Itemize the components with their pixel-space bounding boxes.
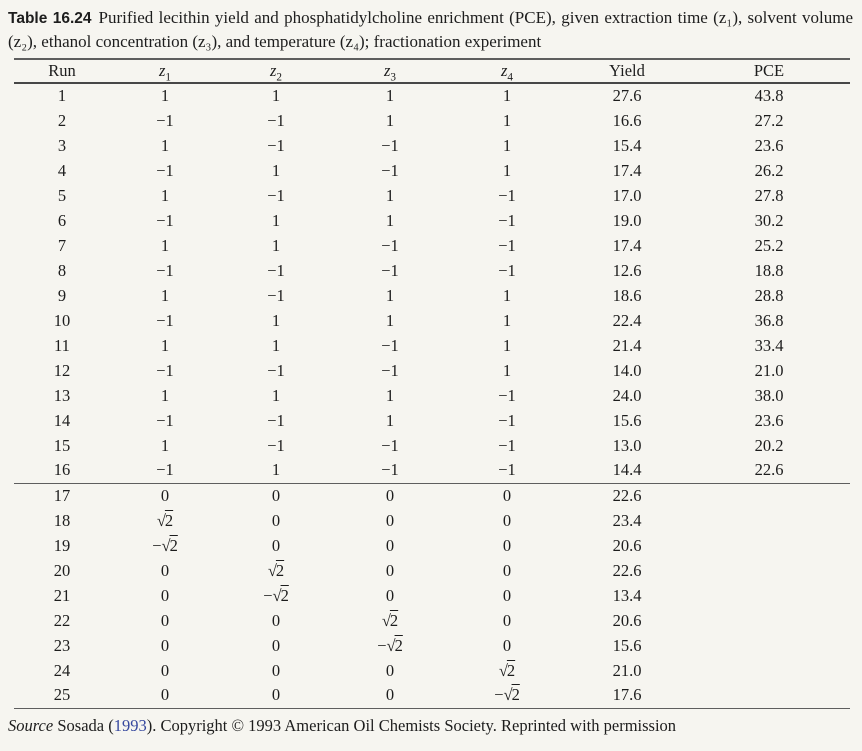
table-row	[14, 158, 850, 183]
cell-run: 8	[57, 260, 67, 280]
cell-z4: 1	[502, 160, 512, 180]
table-row	[14, 83, 850, 108]
source-citation-pre: Sosada (	[53, 715, 114, 735]
table-row	[14, 658, 850, 683]
cell-yield: 17.4	[612, 160, 642, 180]
cell-z1: √2	[156, 510, 174, 530]
cell-yield: 23.4	[612, 510, 642, 530]
table-row	[14, 108, 850, 133]
cell-z3: 0	[385, 660, 395, 680]
cell-pce	[688, 508, 850, 533]
cell-z3: 1	[385, 210, 395, 230]
cell-z4: √2	[498, 660, 516, 680]
cell-z3: −1	[381, 335, 399, 355]
cell-pce: 25.2	[754, 235, 784, 255]
cell-z1: 1	[160, 235, 170, 255]
cell-run: 4	[57, 160, 67, 180]
cell-z4: −1	[498, 410, 516, 430]
cell-z1: 1	[160, 285, 170, 305]
cell-z3: 1	[385, 185, 395, 205]
cell-z2: −1	[267, 410, 285, 430]
cell-z1: −1	[156, 210, 174, 230]
cell-pce	[688, 658, 850, 683]
cell-pce: 26.2	[754, 160, 784, 180]
cell-z1: 0	[160, 585, 170, 605]
cell-run: 13	[53, 385, 71, 405]
cell-z2: √2	[267, 560, 285, 580]
cell-z3: −1	[381, 160, 399, 180]
cell-yield: 15.6	[612, 410, 642, 430]
table-row	[14, 608, 850, 633]
cell-pce	[688, 583, 850, 608]
table-row	[14, 508, 850, 533]
cell-run: 20	[53, 560, 71, 580]
cell-yield: 17.0	[612, 185, 642, 205]
cell-z1: 0	[160, 685, 170, 705]
cell-pce: 21.0	[754, 360, 784, 380]
cell-yield: 17.6	[612, 685, 642, 705]
cell-yield: 17.4	[612, 235, 642, 255]
cell-z1: −1	[156, 460, 174, 480]
cell-pce: 28.8	[754, 285, 784, 305]
cell-z2: −1	[267, 185, 285, 205]
cell-z1: −1	[156, 310, 174, 330]
cell-z3: 0	[385, 560, 395, 580]
cell-z1: −1	[156, 360, 174, 380]
cell-z1: 1	[160, 185, 170, 205]
cell-z1: 1	[160, 435, 170, 455]
table-body	[14, 83, 850, 708]
cell-z4: 1	[502, 285, 512, 305]
cell-yield: 13.0	[612, 435, 642, 455]
table-row	[14, 683, 850, 708]
cell-z1: 1	[160, 335, 170, 355]
cell-z2: 0	[271, 685, 281, 705]
cell-z3: 0	[385, 585, 395, 605]
source-label: Source	[8, 715, 54, 735]
cell-z4: 1	[502, 310, 512, 330]
cell-z1: −1	[156, 160, 174, 180]
cell-z2: 0	[271, 610, 281, 630]
cell-run: 12	[53, 360, 71, 380]
source-line	[8, 715, 854, 737]
col-header-run: Run	[14, 59, 110, 83]
cell-run: 23	[53, 635, 71, 655]
cell-z3: 1	[385, 110, 395, 130]
cell-z1: 1	[160, 86, 170, 105]
cell-pce: 27.8	[754, 185, 784, 205]
cell-yield: 24.0	[612, 385, 642, 405]
cell-z4: −1	[498, 185, 516, 205]
table-caption	[0, 0, 862, 53]
cell-yield: 21.4	[612, 335, 642, 355]
cell-pce: 27.2	[754, 110, 784, 130]
table-row	[14, 383, 850, 408]
cell-pce: 18.8	[754, 260, 784, 280]
cell-z1: 0	[160, 610, 170, 630]
cell-z4: −1	[498, 235, 516, 255]
cell-run: 24	[53, 660, 71, 680]
table-row	[14, 358, 850, 383]
cell-z1: 0	[160, 560, 170, 580]
cell-z3: 1	[385, 285, 395, 305]
cell-z2: 0	[220, 483, 332, 508]
cell-z2: 0	[271, 535, 281, 555]
cell-z3: −1	[381, 435, 399, 455]
cell-yield: 20.6	[612, 535, 642, 555]
table-row	[14, 433, 850, 458]
table-row	[14, 558, 850, 583]
cell-yield: 22.6	[566, 483, 688, 508]
cell-z2: 0	[271, 660, 281, 680]
cell-z4: −1	[498, 385, 516, 405]
cell-z2: −1	[267, 435, 285, 455]
cell-z2: 1	[271, 310, 281, 330]
col-header-z4: $z_4$	[448, 59, 566, 83]
cell-z2: −1	[267, 285, 285, 305]
cell-z3: −1	[381, 360, 399, 380]
table-row	[14, 183, 850, 208]
cell-pce: 23.6	[754, 135, 784, 155]
cell-z2: 1	[271, 160, 281, 180]
col-header-z1: $z_1$	[110, 59, 220, 83]
cell-run: 14	[53, 410, 71, 430]
table-row	[14, 308, 850, 333]
cell-yield: 21.0	[612, 660, 642, 680]
cell-z1: 0	[110, 483, 220, 508]
cell-z2: −√2	[263, 585, 289, 605]
cell-z1: 1	[160, 135, 170, 155]
cell-yield: 14.0	[612, 360, 642, 380]
cell-z1: 1	[160, 385, 170, 405]
cell-z2: 1	[271, 335, 281, 355]
table-caption-text: Purified lecithin yield and phosphatidylcholine enrichment (PCE), given extraction time (z₁), solvent volume (z₂), ethanol concentration (z₃), and temperature (z₄); fractionation experiment	[8, 8, 853, 51]
cell-z4: 1	[502, 360, 512, 380]
cell-z3: −1	[381, 260, 399, 280]
cell-run: 9	[57, 285, 67, 305]
table-row	[14, 208, 850, 233]
cell-z3: 1	[385, 410, 395, 430]
cell-z2: 0	[271, 635, 281, 655]
cell-pce: 22.6	[754, 460, 784, 480]
cell-yield: 22.6	[612, 560, 642, 580]
cell-z1: −1	[156, 260, 174, 280]
cell-run: 2	[57, 110, 67, 130]
cell-z2: −1	[267, 260, 285, 280]
cell-z1: −√2	[152, 535, 178, 555]
cell-pce	[688, 483, 850, 508]
cell-yield: 20.6	[612, 610, 642, 630]
cell-run: 10	[53, 310, 71, 330]
table-row	[14, 483, 850, 508]
cell-z4: 0	[448, 483, 566, 508]
cell-yield: 27.6	[612, 86, 642, 105]
cell-z4: −1	[498, 260, 516, 280]
cell-yield: 13.4	[612, 585, 642, 605]
table-header	[14, 59, 850, 83]
cell-z3: 1	[385, 385, 395, 405]
cell-z4: 1	[502, 110, 512, 130]
cell-z1: −1	[156, 410, 174, 430]
cell-run: 7	[57, 235, 67, 255]
cell-z3: √2	[381, 610, 399, 630]
cell-yield: 19.0	[612, 210, 642, 230]
cell-pce	[688, 683, 850, 708]
cell-z2: −1	[267, 360, 285, 380]
cell-yield: 14.4	[612, 460, 642, 480]
cell-run: 22	[53, 610, 71, 630]
table-row	[14, 458, 850, 483]
cell-pce	[688, 533, 850, 558]
cell-z3: −1	[381, 460, 399, 480]
cell-run: 21	[53, 585, 71, 605]
cell-z4: 0	[502, 585, 512, 605]
source-citation-link[interactable]: 1993	[113, 715, 147, 735]
table-row	[14, 233, 850, 258]
cell-z4: 0	[502, 535, 512, 555]
col-header-yield: Yield	[566, 59, 688, 83]
cell-run: 18	[53, 510, 71, 530]
cell-z1: 0	[160, 635, 170, 655]
cell-z3: −1	[381, 235, 399, 255]
cell-run: 19	[53, 535, 71, 555]
table-row	[14, 333, 850, 358]
cell-pce: 43.8	[754, 86, 784, 105]
cell-z4: −1	[498, 435, 516, 455]
cell-z4: 0	[502, 510, 512, 530]
cell-z2: −1	[267, 110, 285, 130]
col-header-pce: PCE	[688, 59, 850, 83]
cell-yield: 22.4	[612, 310, 642, 330]
cell-pce: 36.8	[754, 310, 784, 330]
cell-z4: −1	[498, 210, 516, 230]
cell-pce	[688, 608, 850, 633]
cell-pce: 33.4	[754, 335, 784, 355]
cell-pce: 30.2	[754, 210, 784, 230]
cell-z3: 0	[332, 483, 448, 508]
cell-z4: 1	[502, 135, 512, 155]
cell-z1: 0	[160, 660, 170, 680]
cell-z4: 0	[502, 635, 512, 655]
cell-run: 3	[57, 135, 67, 155]
cell-pce	[688, 633, 850, 658]
cell-z2: 1	[271, 210, 281, 230]
cell-z2: 0	[271, 510, 281, 530]
table-row	[14, 633, 850, 658]
source-citation-post: ). Copyright © 1993 American Oil Chemists Society. Reprinted with permission	[146, 715, 677, 735]
cell-run: 5	[57, 185, 67, 205]
cell-yield: 15.6	[612, 635, 642, 655]
table-row	[14, 583, 850, 608]
cell-run: 11	[54, 335, 70, 355]
table-row	[14, 408, 850, 433]
cell-z2: 1	[271, 460, 281, 480]
col-header-z2: $z_2$	[220, 59, 332, 83]
cell-pce: 23.6	[754, 410, 784, 430]
cell-z3: 0	[385, 535, 395, 555]
table-row	[14, 133, 850, 158]
cell-z4: 0	[502, 610, 512, 630]
cell-z4: 1	[502, 335, 512, 355]
cell-run: 1	[57, 86, 67, 105]
cell-yield: 18.6	[612, 285, 642, 305]
cell-run: 16	[53, 460, 71, 480]
cell-z1: −1	[156, 110, 174, 130]
cell-run: 25	[53, 685, 71, 705]
cell-z2: −1	[267, 135, 285, 155]
data-table	[14, 58, 850, 709]
cell-z3: 1	[385, 86, 395, 105]
table-row	[14, 283, 850, 308]
cell-pce: 20.2	[754, 435, 784, 455]
table-row	[14, 258, 850, 283]
cell-z3: −√2	[377, 635, 403, 655]
cell-pce: 38.0	[754, 385, 784, 405]
cell-z4: −√2	[494, 685, 520, 705]
cell-z3: 0	[385, 510, 395, 530]
cell-z4: −1	[498, 460, 516, 480]
cell-run: 15	[53, 435, 71, 455]
cell-run: 17	[14, 483, 110, 508]
cell-z3: 1	[385, 310, 395, 330]
cell-z3: 0	[385, 685, 395, 705]
cell-yield: 16.6	[612, 110, 642, 130]
cell-z2: 1	[271, 86, 281, 105]
cell-z4: 1	[502, 86, 512, 105]
table-caption-label: Table 16.24	[8, 10, 92, 27]
header-row	[14, 59, 850, 83]
cell-z2: 1	[271, 235, 281, 255]
cell-run: 6	[57, 210, 67, 230]
cell-yield: 12.6	[612, 260, 642, 280]
cell-pce	[688, 558, 850, 583]
col-header-z3: $z_3$	[332, 59, 448, 83]
table-row	[14, 533, 850, 558]
cell-z2: 1	[271, 385, 281, 405]
cell-yield: 15.4	[612, 135, 642, 155]
cell-z3: −1	[381, 135, 399, 155]
cell-z4: 0	[502, 560, 512, 580]
